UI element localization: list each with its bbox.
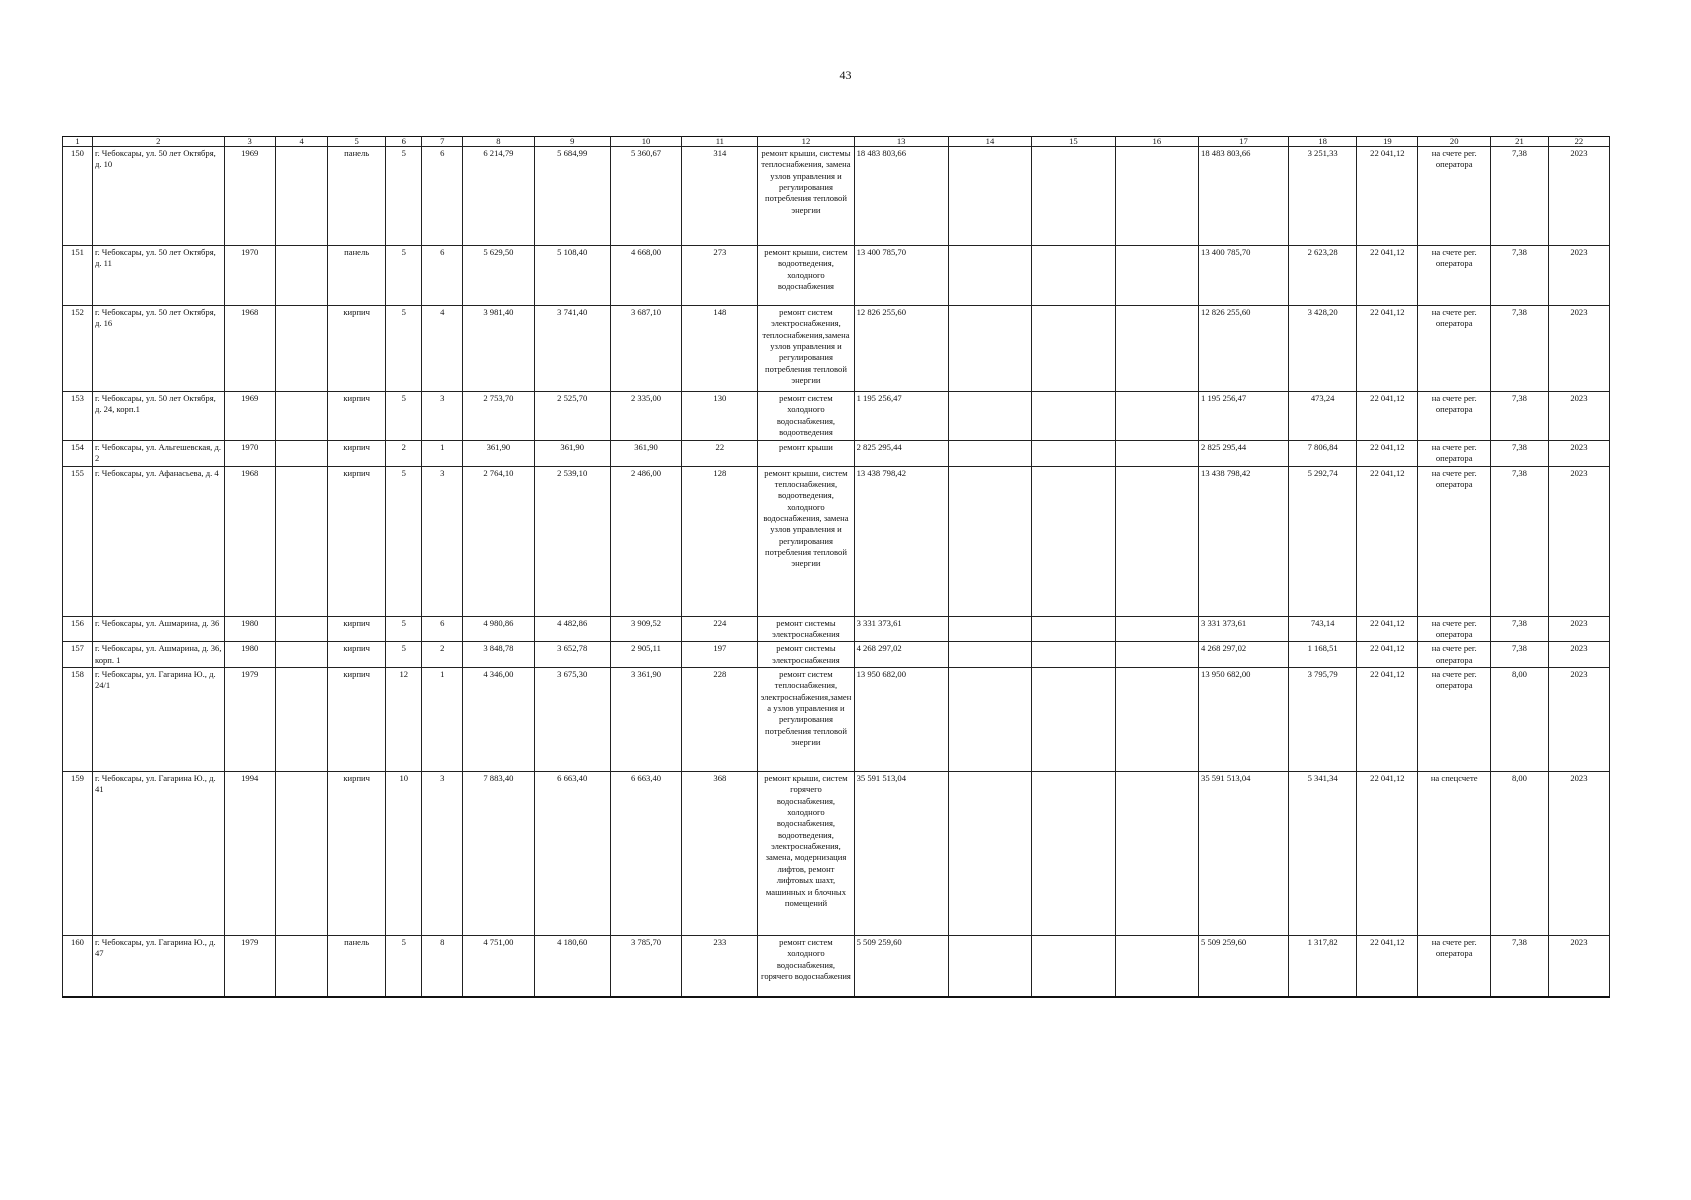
year-cell: 1980 bbox=[224, 642, 275, 668]
residents-cell: 148 bbox=[682, 306, 758, 392]
cost-cell: 13 950 682,00 bbox=[854, 668, 948, 772]
tariff-cell: 7,38 bbox=[1491, 936, 1549, 997]
col4-cell bbox=[275, 466, 327, 616]
col16-cell bbox=[1115, 441, 1198, 467]
residents-cell: 314 bbox=[682, 147, 758, 246]
residential-area-cell: 4 668,00 bbox=[610, 246, 682, 306]
col17-cell: 18 483 803,66 bbox=[1199, 147, 1289, 246]
fund-method-cell: на счете рег. оператора bbox=[1418, 392, 1491, 441]
floors-cell: 2 bbox=[386, 441, 422, 467]
unit-cost-cell: 7 806,84 bbox=[1288, 441, 1356, 467]
unit-cost-cell: 473,24 bbox=[1288, 392, 1356, 441]
entrances-cell: 3 bbox=[422, 392, 463, 441]
material-cell: кирпич bbox=[328, 466, 386, 616]
col15-cell bbox=[1032, 441, 1115, 467]
material-cell: кирпич bbox=[328, 642, 386, 668]
tariff-cell: 7,38 bbox=[1491, 392, 1549, 441]
unit-cost-cell: 1 317,82 bbox=[1288, 936, 1356, 997]
address-cell: г. Чебоксары, ул. Афанасьева, д. 4 bbox=[92, 466, 224, 616]
tariff-cell: 7,38 bbox=[1491, 466, 1549, 616]
works-cell: ремонт системы электроснабжения bbox=[758, 616, 854, 642]
address-cell: г. Чебоксары, ул. Гагарина Ю., д. 47 bbox=[92, 936, 224, 997]
fund-method-cell: на счете рег. оператора bbox=[1418, 668, 1491, 772]
row-number: 150 bbox=[63, 147, 93, 246]
total-area-cell: 7 883,40 bbox=[463, 772, 535, 936]
row-number: 158 bbox=[63, 668, 93, 772]
residential-area-cell: 2 335,00 bbox=[610, 392, 682, 441]
table-row bbox=[63, 147, 1610, 246]
year-plan-cell: 2023 bbox=[1548, 668, 1609, 772]
residents-cell: 228 bbox=[682, 668, 758, 772]
residential-area-cell: 3 361,90 bbox=[610, 668, 682, 772]
col15-cell bbox=[1032, 936, 1115, 997]
entrances-cell: 6 bbox=[422, 147, 463, 246]
living-area-cell: 4 482,86 bbox=[534, 616, 610, 642]
limit-cost-cell: 22 041,12 bbox=[1357, 441, 1418, 467]
col14-cell bbox=[948, 642, 1031, 668]
fund-method-cell: на спецсчете bbox=[1418, 772, 1491, 936]
fund-method-cell: на счете рег. оператора bbox=[1418, 246, 1491, 306]
material-cell: панель bbox=[328, 147, 386, 246]
table-row bbox=[63, 466, 1610, 616]
year-cell: 1969 bbox=[224, 147, 275, 246]
col16-cell bbox=[1115, 772, 1198, 936]
residents-cell: 224 bbox=[682, 616, 758, 642]
col17-cell: 5 509 259,60 bbox=[1199, 936, 1289, 997]
residential-area-cell: 3 687,10 bbox=[610, 306, 682, 392]
col17-cell: 2 825 295,44 bbox=[1199, 441, 1289, 467]
col14-cell bbox=[948, 668, 1031, 772]
tariff-cell: 8,00 bbox=[1491, 772, 1549, 936]
residents-cell: 130 bbox=[682, 392, 758, 441]
unit-cost-cell: 5 341,34 bbox=[1288, 772, 1356, 936]
col14-cell bbox=[948, 306, 1031, 392]
column-number-10: 10 bbox=[610, 137, 682, 147]
year-cell: 1979 bbox=[224, 936, 275, 997]
total-area-cell: 3 848,78 bbox=[463, 642, 535, 668]
total-area-cell: 361,90 bbox=[463, 441, 535, 467]
floors-cell: 5 bbox=[386, 616, 422, 642]
address-cell: г. Чебоксары, ул. Гагарина Ю., д. 24/1 bbox=[92, 668, 224, 772]
floors-cell: 12 bbox=[386, 668, 422, 772]
year-cell: 1968 bbox=[224, 466, 275, 616]
total-area-cell: 2 753,70 bbox=[463, 392, 535, 441]
unit-cost-cell: 3 428,20 bbox=[1288, 306, 1356, 392]
column-number-4: 4 bbox=[275, 137, 327, 147]
tariff-cell: 7,38 bbox=[1491, 441, 1549, 467]
floors-cell: 10 bbox=[386, 772, 422, 936]
row-number: 153 bbox=[63, 392, 93, 441]
row-number: 154 bbox=[63, 441, 93, 467]
fund-method-cell: на счете рег. оператора bbox=[1418, 616, 1491, 642]
residential-area-cell: 3 909,52 bbox=[610, 616, 682, 642]
address-cell: г. Чебоксары, ул. 50 лет Октября, д. 24, корп.1 bbox=[92, 392, 224, 441]
living-area-cell: 4 180,60 bbox=[534, 936, 610, 997]
col14-cell bbox=[948, 147, 1031, 246]
col14-cell bbox=[948, 392, 1031, 441]
col4-cell bbox=[275, 392, 327, 441]
address-cell: г. Чебоксары, ул. Ашмарина, д. 36, корп. 1 bbox=[92, 642, 224, 668]
row-number: 159 bbox=[63, 772, 93, 936]
column-number-20: 20 bbox=[1418, 137, 1491, 147]
address-cell: г. Чебоксары, ул. 50 лет Октября, д. 10 bbox=[92, 147, 224, 246]
table-row bbox=[63, 246, 1610, 306]
col15-cell bbox=[1032, 772, 1115, 936]
entrances-cell: 1 bbox=[422, 668, 463, 772]
column-number-17: 17 bbox=[1199, 137, 1289, 147]
col4-cell bbox=[275, 668, 327, 772]
works-cell: ремонт крыши, систем водоотведения, холодного водоснабжения bbox=[758, 246, 854, 306]
col4-cell bbox=[275, 246, 327, 306]
limit-cost-cell: 22 041,12 bbox=[1357, 306, 1418, 392]
column-number-22: 22 bbox=[1548, 137, 1609, 147]
col16-cell bbox=[1115, 392, 1198, 441]
total-area-cell: 2 764,10 bbox=[463, 466, 535, 616]
col4-cell bbox=[275, 147, 327, 246]
material-cell: панель bbox=[328, 246, 386, 306]
floors-cell: 5 bbox=[386, 466, 422, 616]
floors-cell: 5 bbox=[386, 642, 422, 668]
cost-cell: 35 591 513,04 bbox=[854, 772, 948, 936]
year-plan-cell: 2023 bbox=[1548, 772, 1609, 936]
col17-cell: 13 438 798,42 bbox=[1199, 466, 1289, 616]
column-number-2: 2 bbox=[92, 137, 224, 147]
cost-cell: 18 483 803,66 bbox=[854, 147, 948, 246]
living-area-cell: 2 539,10 bbox=[534, 466, 610, 616]
col14-cell bbox=[948, 616, 1031, 642]
col17-cell: 35 591 513,04 bbox=[1199, 772, 1289, 936]
residents-cell: 197 bbox=[682, 642, 758, 668]
table-body bbox=[63, 147, 1610, 997]
living-area-cell: 2 525,70 bbox=[534, 392, 610, 441]
col17-cell: 1 195 256,47 bbox=[1199, 392, 1289, 441]
living-area-cell: 5 684,99 bbox=[534, 147, 610, 246]
floors-cell: 5 bbox=[386, 936, 422, 997]
residential-area-cell: 3 785,70 bbox=[610, 936, 682, 997]
limit-cost-cell: 22 041,12 bbox=[1357, 642, 1418, 668]
col16-cell bbox=[1115, 466, 1198, 616]
works-cell: ремонт крыши, систем горячего водоснабжения, холодного водоснабжения, водоотведения, электроснабжения, замена, модернизация лифтов, ремонт лифтовых шахт, машинных и блочных помещений bbox=[758, 772, 854, 936]
col14-cell bbox=[948, 441, 1031, 467]
cost-cell: 1 195 256,47 bbox=[854, 392, 948, 441]
works-cell: ремонт систем холодного водоснабжения, горячего водоснабжения bbox=[758, 936, 854, 997]
total-area-cell: 5 629,50 bbox=[463, 246, 535, 306]
unit-cost-cell: 5 292,74 bbox=[1288, 466, 1356, 616]
works-cell: ремонт систем электроснабжения, теплоснабжения,замена узлов управления и регулирования потребления тепловой энергии bbox=[758, 306, 854, 392]
column-number-1: 1 bbox=[63, 137, 93, 147]
unit-cost-cell: 1 168,51 bbox=[1288, 642, 1356, 668]
limit-cost-cell: 22 041,12 bbox=[1357, 616, 1418, 642]
cost-cell: 3 331 373,61 bbox=[854, 616, 948, 642]
column-number-6: 6 bbox=[386, 137, 422, 147]
material-cell: панель bbox=[328, 936, 386, 997]
cost-cell: 5 509 259,60 bbox=[854, 936, 948, 997]
col15-cell bbox=[1032, 392, 1115, 441]
col15-cell bbox=[1032, 147, 1115, 246]
total-area-cell: 3 981,40 bbox=[463, 306, 535, 392]
col16-cell bbox=[1115, 642, 1198, 668]
col15-cell bbox=[1032, 246, 1115, 306]
column-number-11: 11 bbox=[682, 137, 758, 147]
floors-cell: 5 bbox=[386, 147, 422, 246]
col16-cell bbox=[1115, 616, 1198, 642]
col17-cell: 13 950 682,00 bbox=[1199, 668, 1289, 772]
col17-cell: 13 400 785,70 bbox=[1199, 246, 1289, 306]
column-number-8: 8 bbox=[463, 137, 535, 147]
table-row bbox=[63, 441, 1610, 467]
year-plan-cell: 2023 bbox=[1548, 642, 1609, 668]
limit-cost-cell: 22 041,12 bbox=[1357, 246, 1418, 306]
material-cell: кирпич bbox=[328, 616, 386, 642]
limit-cost-cell: 22 041,12 bbox=[1357, 392, 1418, 441]
year-plan-cell: 2023 bbox=[1548, 466, 1609, 616]
fund-method-cell: на счете рег. оператора bbox=[1418, 936, 1491, 997]
column-number-5: 5 bbox=[328, 137, 386, 147]
floors-cell: 5 bbox=[386, 306, 422, 392]
col16-cell bbox=[1115, 936, 1198, 997]
col16-cell bbox=[1115, 668, 1198, 772]
material-cell: кирпич bbox=[328, 392, 386, 441]
address-cell: г. Чебоксары, ул. 50 лет Октября, д. 16 bbox=[92, 306, 224, 392]
entrances-cell: 6 bbox=[422, 616, 463, 642]
cost-cell: 13 400 785,70 bbox=[854, 246, 948, 306]
col16-cell bbox=[1115, 246, 1198, 306]
column-number-21: 21 bbox=[1491, 137, 1549, 147]
col16-cell bbox=[1115, 147, 1198, 246]
col4-cell bbox=[275, 772, 327, 936]
works-cell: ремонт систем теплоснабжения, электроснабжения,замена узлов управления и регулирования потребления тепловой энергии bbox=[758, 668, 854, 772]
entrances-cell: 2 bbox=[422, 642, 463, 668]
address-cell: г. Чебоксары, ул. Гагарина Ю., д. 41 bbox=[92, 772, 224, 936]
column-number-13: 13 bbox=[854, 137, 948, 147]
total-area-cell: 6 214,79 bbox=[463, 147, 535, 246]
floors-cell: 5 bbox=[386, 392, 422, 441]
unit-cost-cell: 3 251,33 bbox=[1288, 147, 1356, 246]
column-number-14: 14 bbox=[948, 137, 1031, 147]
year-cell: 1979 bbox=[224, 668, 275, 772]
living-area-cell: 6 663,40 bbox=[534, 772, 610, 936]
works-cell: ремонт системы электроснабжения bbox=[758, 642, 854, 668]
residents-cell: 368 bbox=[682, 772, 758, 936]
year-plan-cell: 2023 bbox=[1548, 936, 1609, 997]
unit-cost-cell: 2 623,28 bbox=[1288, 246, 1356, 306]
year-cell: 1970 bbox=[224, 246, 275, 306]
entrances-cell: 4 bbox=[422, 306, 463, 392]
fund-method-cell: на счете рег. оператора bbox=[1418, 306, 1491, 392]
address-cell: г. Чебоксары, ул. Альгешевская, д. 2 bbox=[92, 441, 224, 467]
col17-cell: 3 331 373,61 bbox=[1199, 616, 1289, 642]
fund-method-cell: на счете рег. оператора bbox=[1418, 147, 1491, 246]
year-plan-cell: 2023 bbox=[1548, 441, 1609, 467]
row-number: 151 bbox=[63, 246, 93, 306]
col16-cell bbox=[1115, 306, 1198, 392]
unit-cost-cell: 743,14 bbox=[1288, 616, 1356, 642]
column-number-16: 16 bbox=[1115, 137, 1198, 147]
living-area-cell: 3 652,78 bbox=[534, 642, 610, 668]
row-number: 155 bbox=[63, 466, 93, 616]
residents-cell: 273 bbox=[682, 246, 758, 306]
residents-cell: 128 bbox=[682, 466, 758, 616]
residential-area-cell: 2 486,00 bbox=[610, 466, 682, 616]
material-cell: кирпич bbox=[328, 772, 386, 936]
row-number: 160 bbox=[63, 936, 93, 997]
table-row bbox=[63, 642, 1610, 668]
year-cell: 1970 bbox=[224, 441, 275, 467]
material-cell: кирпич bbox=[328, 668, 386, 772]
column-number-15: 15 bbox=[1032, 137, 1115, 147]
col15-cell bbox=[1032, 668, 1115, 772]
col4-cell bbox=[275, 642, 327, 668]
col14-cell bbox=[948, 246, 1031, 306]
column-number-9: 9 bbox=[534, 137, 610, 147]
table-row bbox=[63, 616, 1610, 642]
cost-cell: 4 268 297,02 bbox=[854, 642, 948, 668]
entrances-cell: 3 bbox=[422, 772, 463, 936]
year-cell: 1980 bbox=[224, 616, 275, 642]
tariff-cell: 7,38 bbox=[1491, 616, 1549, 642]
column-number-3: 3 bbox=[224, 137, 275, 147]
year-plan-cell: 2023 bbox=[1548, 147, 1609, 246]
year-cell: 1969 bbox=[224, 392, 275, 441]
works-cell: ремонт крыши, систем теплоснабжения, водоотведения, холодного водоснабжения, замена узлов управления и регулирования потребления тепловой энергии bbox=[758, 466, 854, 616]
material-cell: кирпич bbox=[328, 441, 386, 467]
total-area-cell: 4 751,00 bbox=[463, 936, 535, 997]
tariff-cell: 7,38 bbox=[1491, 246, 1549, 306]
residential-area-cell: 361,90 bbox=[610, 441, 682, 467]
floors-cell: 5 bbox=[386, 246, 422, 306]
col14-cell bbox=[948, 936, 1031, 997]
living-area-cell: 361,90 bbox=[534, 441, 610, 467]
col15-cell bbox=[1032, 306, 1115, 392]
column-number-row bbox=[63, 137, 1610, 147]
page-number: 43 bbox=[839, 68, 852, 82]
limit-cost-cell: 22 041,12 bbox=[1357, 668, 1418, 772]
tariff-cell: 8,00 bbox=[1491, 668, 1549, 772]
col17-cell: 12 826 255,60 bbox=[1199, 306, 1289, 392]
row-number: 157 bbox=[63, 642, 93, 668]
living-area-cell: 3 741,40 bbox=[534, 306, 610, 392]
works-cell: ремонт систем холодного водоснабжения, водоотведения bbox=[758, 392, 854, 441]
year-cell: 1994 bbox=[224, 772, 275, 936]
col15-cell bbox=[1032, 466, 1115, 616]
year-plan-cell: 2023 bbox=[1548, 246, 1609, 306]
entrances-cell: 3 bbox=[422, 466, 463, 616]
entrances-cell: 1 bbox=[422, 441, 463, 467]
col4-cell bbox=[275, 441, 327, 467]
tariff-cell: 7,38 bbox=[1491, 642, 1549, 668]
residential-area-cell: 5 360,67 bbox=[610, 147, 682, 246]
col4-cell bbox=[275, 616, 327, 642]
total-area-cell: 4 980,86 bbox=[463, 616, 535, 642]
col15-cell bbox=[1032, 616, 1115, 642]
table-row bbox=[63, 392, 1610, 441]
entrances-cell: 8 bbox=[422, 936, 463, 997]
limit-cost-cell: 22 041,12 bbox=[1357, 936, 1418, 997]
row-number: 152 bbox=[63, 306, 93, 392]
cost-cell: 2 825 295,44 bbox=[854, 441, 948, 467]
limit-cost-cell: 22 041,12 bbox=[1357, 147, 1418, 246]
year-plan-cell: 2023 bbox=[1548, 616, 1609, 642]
year-cell: 1968 bbox=[224, 306, 275, 392]
residents-cell: 22 bbox=[682, 441, 758, 467]
address-cell: г. Чебоксары, ул. 50 лет Октября, д. 11 bbox=[92, 246, 224, 306]
table-row bbox=[63, 936, 1610, 997]
year-plan-cell: 2023 bbox=[1548, 392, 1609, 441]
col14-cell bbox=[948, 772, 1031, 936]
table-row bbox=[63, 668, 1610, 772]
limit-cost-cell: 22 041,12 bbox=[1357, 466, 1418, 616]
column-number-19: 19 bbox=[1357, 137, 1418, 147]
tariff-cell: 7,38 bbox=[1491, 306, 1549, 392]
residential-area-cell: 2 905,11 bbox=[610, 642, 682, 668]
works-cell: ремонт крыши bbox=[758, 441, 854, 467]
row-number: 156 bbox=[63, 616, 93, 642]
fund-method-cell: на счете рег. оператора bbox=[1418, 441, 1491, 467]
column-number-12: 12 bbox=[758, 137, 854, 147]
col15-cell bbox=[1032, 642, 1115, 668]
tariff-cell: 7,38 bbox=[1491, 147, 1549, 246]
table-row bbox=[63, 306, 1610, 392]
cost-cell: 13 438 798,42 bbox=[854, 466, 948, 616]
column-number-7: 7 bbox=[422, 137, 463, 147]
entrances-cell: 6 bbox=[422, 246, 463, 306]
column-number-18: 18 bbox=[1288, 137, 1356, 147]
year-plan-cell: 2023 bbox=[1548, 306, 1609, 392]
cost-cell: 12 826 255,60 bbox=[854, 306, 948, 392]
residential-area-cell: 6 663,40 bbox=[610, 772, 682, 936]
unit-cost-cell: 3 795,79 bbox=[1288, 668, 1356, 772]
col14-cell bbox=[948, 466, 1031, 616]
col4-cell bbox=[275, 936, 327, 997]
fund-method-cell: на счете рег. оператора bbox=[1418, 466, 1491, 616]
repair-registry-table bbox=[62, 136, 1610, 998]
works-cell: ремонт крыши, системы теплоснабжения, замена узлов управления и регулирования потребления тепловой энергии bbox=[758, 147, 854, 246]
living-area-cell: 5 108,40 bbox=[534, 246, 610, 306]
address-cell: г. Чебоксары, ул. Ашмарина, д. 36 bbox=[92, 616, 224, 642]
total-area-cell: 4 346,00 bbox=[463, 668, 535, 772]
residents-cell: 233 bbox=[682, 936, 758, 997]
fund-method-cell: на счете рег. оператора bbox=[1418, 642, 1491, 668]
col17-cell: 4 268 297,02 bbox=[1199, 642, 1289, 668]
col4-cell bbox=[275, 306, 327, 392]
living-area-cell: 3 675,30 bbox=[534, 668, 610, 772]
material-cell: кирпич bbox=[328, 306, 386, 392]
table-row bbox=[63, 772, 1610, 936]
limit-cost-cell: 22 041,12 bbox=[1357, 772, 1418, 936]
